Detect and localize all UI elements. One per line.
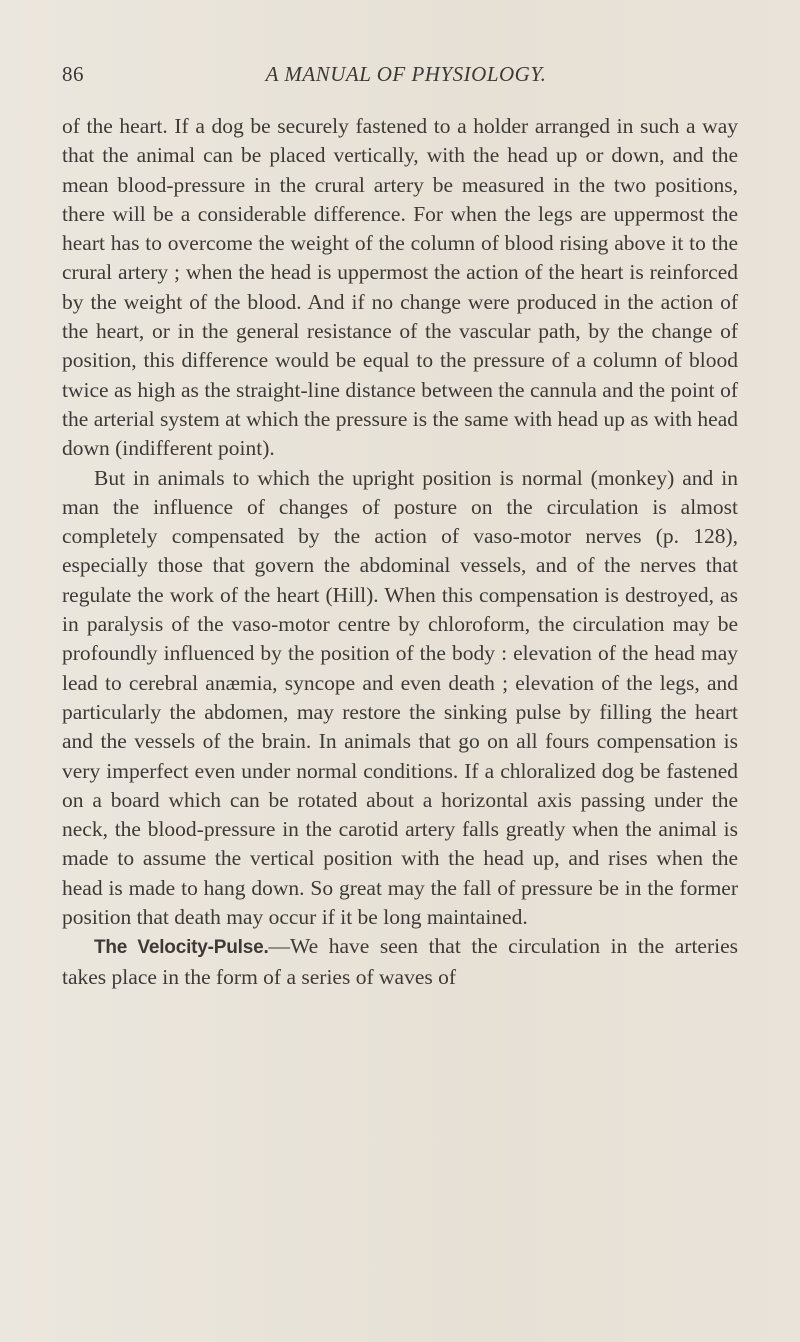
page-header [62, 62, 730, 92]
paragraph-compensation: But in animals to which the upright position is normal (monkey) and in man the influence of changes of posture on the circulation is almost completely compensated by the action of vaso-motor nerves (p. 128), especially those that govern the abdominal vessels, and of the nerves that regulate the work of the heart (Hill). When this compensation is destroyed, as in paralysis of the vaso-motor centre by chloroform, the circulation may be profoundly influenced by the position of the body : elevation of the head may lead to cerebral anæmia, syncope and even death ; elevation of the legs, and particularly the abdomen, may restore the sinking pulse by filling the heart and the vessels of the brain. In animals that go on all fours compensation is very imperfect even under normal conditions. If a chloralized dog be fastened on a board which can be rotated about a horizontal axis passing under the neck, the blood-pressure in the carotid artery falls greatly when the animal is made to assume the vertical position with the head up, and rises when the head is made to hang down. So great may the fall of pressure be in the former position that death may occur if it be long maintained. [62, 465, 738, 930]
page-number: 86 [62, 62, 84, 86]
section-heading-velocity-pulse: The Velocity-Pulse. [94, 937, 269, 959]
paragraph-heart-posture: of the heart. If a dog be securely fastened to a holder arranged in such a way that the animal can be placed vertically, with the head up or down, and the mean blood-pressure in the crural artery be measured in the two positions, there will be a considerable difference. For when the legs are uppermost the heart has to overcome the weight of the column of blood rising above it to the crural artery ; when the head is uppermost the action of the heart is reinforced by the weight of the blood. And if no change were produced in the action of the heart, or in the general resistance of the vascular path, by the change of position, this difference would be equal to the pressure of a column of blood twice as high as the straight-line distance between the cannula and the point of the arterial system at which the pressure is the same with head up as with head down (indifferent point). [62, 114, 738, 461]
paragraph-velocity-pulse-text: —We have seen that the circulation in the arteries takes place in the form of a series of waves of [62, 934, 738, 989]
paragraph-velocity-pulse [62, 932, 738, 992]
running-title: A MANUAL OF PHYSIOLOGY. [265, 62, 547, 86]
body-text [62, 112, 738, 992]
